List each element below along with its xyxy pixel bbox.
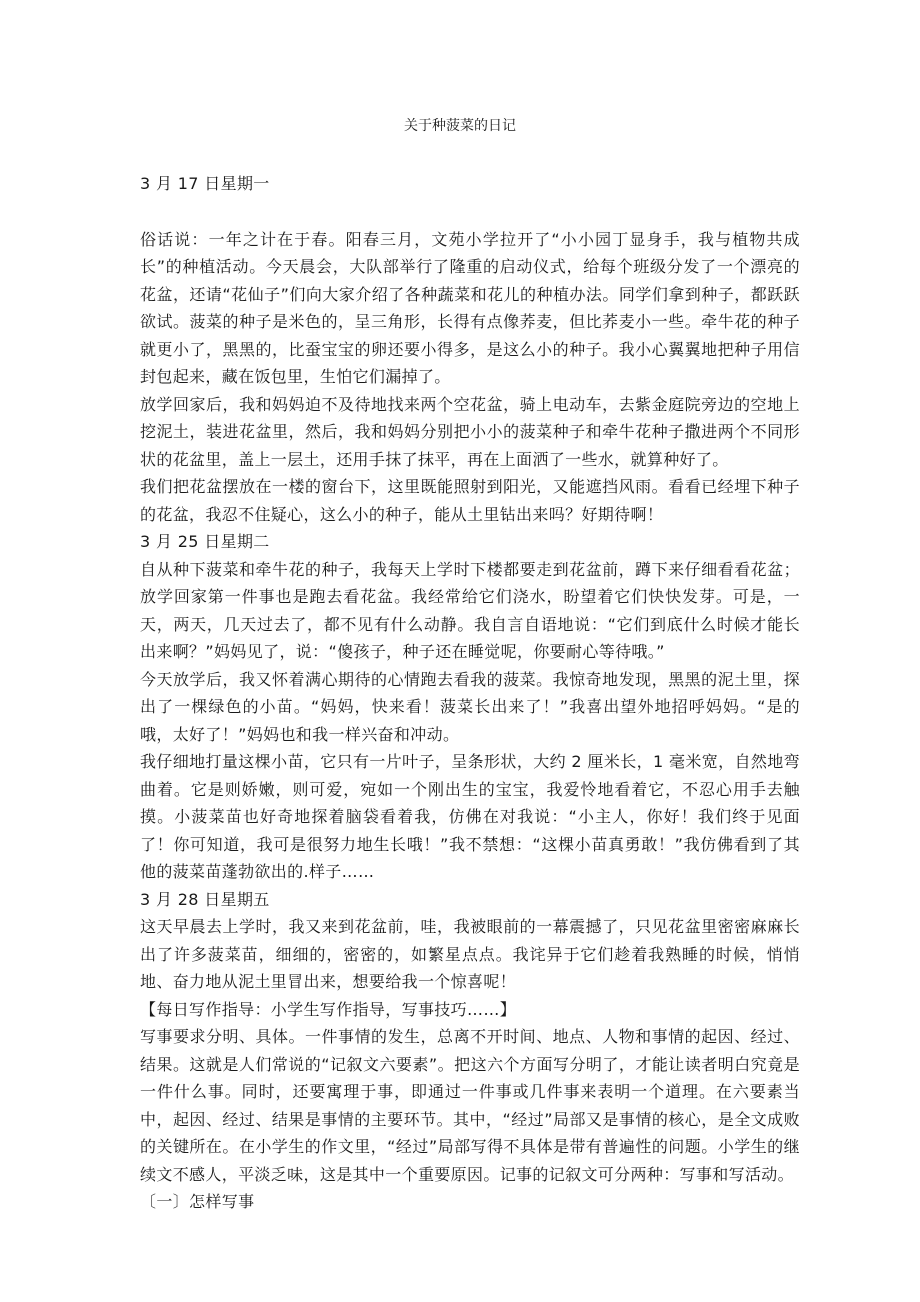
diary-date: 3 月 28 日星期五 [140,889,270,909]
subsection-heading: 〔一〕怎样写事 [140,1192,255,1211]
paragraph: 写事要求分明、具体。一件事情的发生，总离不开时间、地点、人物和事情的起因、经过、结果。这就是人们常说的“记叙文六要素”。把这六个方面写分明了，才能让读者明白究竟是一件什么事。同时，还要寓理于事，即通过一件事或几件事来表明一个道理。在六要素当中，起因、经过、结果是事情的主要环节。其中，“经过”局部又是事情的核心，是全文成败的关键所在。在小学生的作文里，“经过”局部写得不具体是带有普遍性的问题。小学生的继续文不感人，平淡乏味，这是其中一个重要原因。记事的记叙文可分两种：写事和写活动。 [140,1027,800,1184]
document-body [140,170,800,1216]
diary-date: 3 月 25 日星期二 [140,532,270,551]
paragraph: 自从种下菠菜和牵牛花的种子，我每天上学时下楼都要走到花盆前，蹲下来仔细看看花盆；放学回家第一件事也是跑去看花盆。我经常给它们浇水，盼望着它们快快发芽。可是，一天，两天，几天过去了，都不见有什么动静。我自言自语地说：“它们到底什么时候才能长出来啊？”妈妈见了，说：“傻孩子，种子还在睡觉呢，你要耐心等待哦。” [140,559,800,661]
section-heading: 【每日写作指导：小学生写作指导，写事技巧……】 [140,999,517,1019]
paragraph: 放学回家后，我和妈妈迫不及待地找来两个空花盆，骑上电动车，去紫金庭院旁边的空地上挖泥土，装进花盆里，然后，我和妈妈分别把小小的菠菜种子和牵牛花种子撒进两个不同形状的花盆里，盖上一层土，还用手抹了抹平，再在上面洒了一些水，就算种好了。 [140,394,800,469]
paragraph: 我仔细地打量这棵小苗，它只有一片叶子，呈条形状，大约 2 厘米长，1 毫米宽，自然地弯曲着。它是则娇嫩，则可爱，宛如一个刚出生的宝宝，我爱怜地看着它，不忍心用手去触摸。小菠菜苗也好奇地探着脑袋看着我，仿佛在对我说：“小主人，你好！我们终于见面了！你可知道，我可是很努力地生长哦！”我不禁想：“这棵小苗真勇敢！”我仿佛看到了其他的菠菜苗蓬勃欲出的.样子…… [140,752,800,881]
paragraph: 今天放学后，我又怀着满心期待的心情跑去看我的菠菜。我惊奇地发现，黑黑的泥土里，探出了一棵绿色的小苗。“妈妈，快来看！菠菜长出来了！”我喜出望外地招呼妈妈。“是的哦，太好了！”妈妈也和我一样兴奋和冲动。 [140,669,800,744]
paragraph: 俗话说：一年之计在于春。阳春三月，文苑小学拉开了“小小园丁显身手，我与植物共成长”的种植活动。今天晨会，大队部举行了隆重的启动仪式，给每个班级分发了一个漂亮的花盆，还请“花仙子”们向大家介绍了各种蔬菜和花儿的种植办法。同学们拿到种子，都跃跃欲试。菠菜的种子是米色的，呈三角形，长得有点像荞麦，但比荞麦小一些。牵牛花的种子就更小了，黑黑的，比蚕宝宝的卵还要小得多，是这么小的种子。我小心翼翼地把种子用信封包起来，藏在饭包里，生怕它们漏掉了。 [140,229,800,386]
document-title: 关于种菠菜的日记 [404,118,516,134]
diary-date: 3 月 17 日星期一 [140,174,270,193]
paragraph: 这天早晨去上学时，我又来到花盆前，哇，我被眼前的一幕震撼了，只见花盆里密密麻麻长出了许多菠菜苗，细细的，密密的，如繁星点点。我诧异于它们趁着我熟睡的时候，悄悄地、奋力地从泥土里冒出来，想要给我一个惊喜呢！ [140,917,800,991]
paragraph: 我们把花盆摆放在一楼的窗台下，这里既能照射到阳光，又能遮挡风雨。看看已经埋下种子的花盆，我忍不住疑心，这么小的种子，能从土里钻出来吗？好期待啊！ [140,477,800,524]
